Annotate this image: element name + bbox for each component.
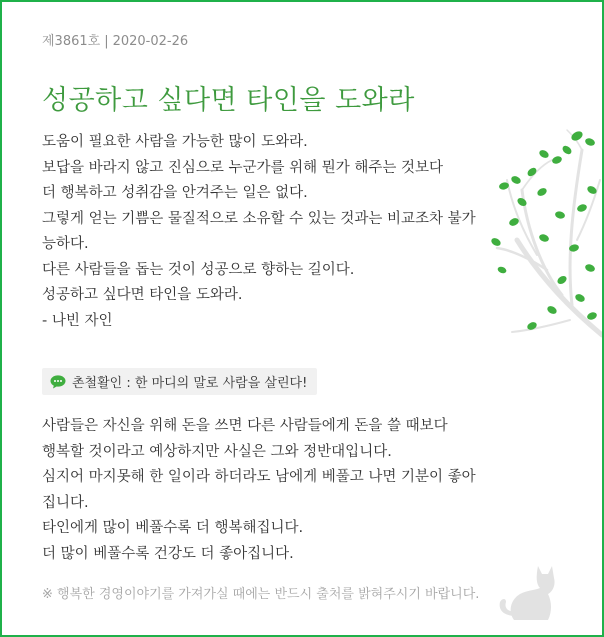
issue-date: 2020-02-26 (112, 34, 189, 49)
page-title: 성공하고 싶다면 타인을 도와라 (42, 85, 415, 116)
body-line: 능하다. (42, 236, 89, 252)
body-line: 집니다. (42, 494, 89, 511)
body-line: 성공하고 싶다면 타인을 도와라. (42, 287, 243, 303)
comment-badge (42, 368, 317, 395)
body-line: 다른 사람들을 돕는 것이 성공으로 향하는 길이다. (42, 261, 355, 278)
body-line: 보답을 바라지 않고 진심으로 누군가를 위해 뭔가 해주는 것보다 (42, 159, 444, 176)
quote-author: - 나빈 자인 (42, 312, 113, 329)
cat-silhouette-icon (494, 564, 564, 620)
tree-illustration (482, 120, 602, 350)
article-body-1 (42, 130, 492, 334)
copyright-notice: ※ 행복한 경영이야기를 가져가실 때에는 반드시 출처를 밝혀주시기 바랍니다. (42, 587, 480, 602)
speech-bubble-icon (50, 375, 66, 389)
body-line: 심지어 마지못해 한 일이라 하더라도 남에게 베풀고 나면 기분이 좋아 (42, 469, 476, 485)
body-line: 도움이 필요한 사람을 가능한 많이 도와라. (42, 134, 308, 150)
body-line: 그렇게 얻는 기쁨은 물질적으로 소유할 수 있는 것과는 비교조차 불가 (42, 210, 476, 227)
body-line: 더 많이 베풀수록 건강도 더 좋아집니다. (42, 545, 294, 562)
issue-number: 제3861호 (42, 34, 101, 49)
body-line: 행복할 것이라고 예상하지만 사실은 그와 정반대입니다. (42, 443, 392, 460)
issue-meta (42, 30, 188, 49)
body-line: 사람들은 자신을 위해 돈을 쓰면 다른 사람들에게 돈을 쓸 때보다 (42, 418, 448, 434)
article-body-2 (42, 414, 502, 567)
comment-text: 촌철활인 : 한 마디의 말로 사람을 살린다! (72, 376, 308, 391)
body-line: 타인에게 많이 베풀수록 더 행복해집니다. (42, 520, 304, 536)
body-line: 더 행복하고 성취감을 안겨주는 일은 없다. (42, 185, 308, 201)
meta-separator: | (104, 34, 109, 49)
